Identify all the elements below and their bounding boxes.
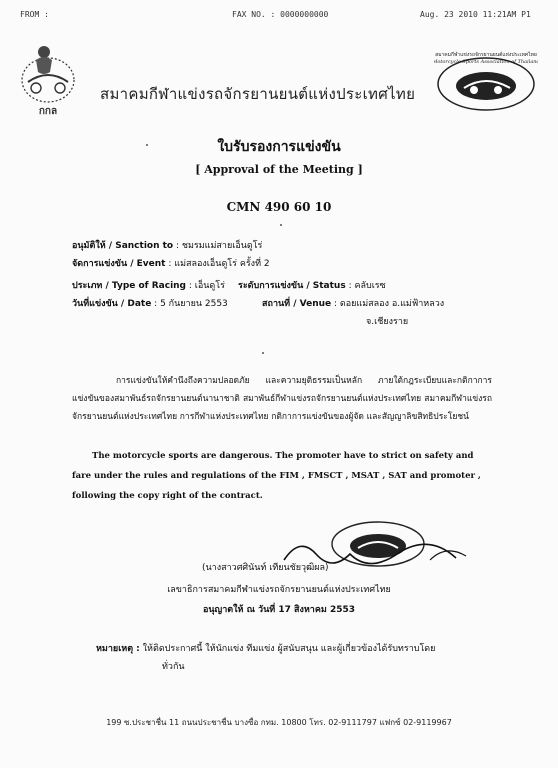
racing-type-label: ประเภท / Type of Racing [72, 281, 186, 291]
event-field [72, 256, 270, 270]
msat-logo-icon [434, 48, 538, 114]
note-text-continued: ทั่วกัน [162, 662, 185, 672]
racing-type-value: : เอ็นดูโร่ [188, 281, 225, 291]
racing-type-field [72, 278, 225, 292]
event-value: : แม่สลองเอ็นดูโร่ ครั้งที่ 2 [168, 259, 270, 269]
note [96, 640, 496, 676]
date-label: วันที่แข่งขัน / Date [72, 299, 152, 309]
status-value: : คลับเรซ [348, 281, 386, 291]
signer-title: เลขาธิการสมาคมกีฬาแข่งรถจักรยานยนต์แห่งประเทศไทย [167, 585, 391, 595]
status-field [238, 278, 386, 292]
sanction-value: : ชมรมแม่สายเอ็นดูโร่ [175, 241, 263, 251]
scan-speck [262, 352, 264, 354]
venue-value: : ดอยแม่สลอง อ.แม่ฟ้าหลวง [334, 299, 445, 309]
venue-province: จ.เชียงราย [366, 317, 409, 327]
approval-number: CMN 490 60 10 [226, 200, 332, 214]
scan-speck [146, 144, 148, 146]
note-text: ให้ติดประกาศนี้ ให้นักแข่ง ทีมแข่ง ผู้สนับสนุน และผู้เกี่ยวข้องได้รับทราบโดย [142, 644, 436, 654]
document-title-english: [ Approval of the Meeting ] [195, 163, 363, 176]
venue-field [262, 296, 444, 310]
event-label: จัดการแข่งขัน / Event [72, 259, 166, 269]
scan-speck [280, 224, 282, 226]
approval-date: อนุญาตให้ ณ วันที่ 17 สิงหาคม 2553 [202, 605, 355, 615]
note-label: หมายเหตุ : [96, 644, 140, 654]
fax-datetime: Aug. 23 2010 11:21AM P1 [420, 10, 531, 19]
footer-address: 199 ซ.ประชาชื่น 11 ถนนประชาชื่น บางซื่อ กทม. 10800 โทร. 02-9111797 แฟกซ์ 02-9119967 [106, 718, 452, 727]
sanction-label: อนุมัติให้ / Sanction to [72, 241, 174, 251]
fax-from: FROM : [20, 10, 49, 19]
association-emblem-right [434, 48, 538, 114]
date-value: : 5 กันยายน 2553 [154, 299, 228, 309]
logo-caption-en: Motorcycle Sports Association of Thailand [434, 59, 538, 65]
emblem-icon [18, 38, 78, 120]
signer-name: (นางสาวศศินันท์ เทียนชัยวุฒิผล) [202, 563, 329, 573]
body-paragraph-english: The motorcycle sports are dangerous. The promoter have to strict on safety and fare under the rules and regulations of the FIM , FMSCT , MSAT , SAT and promoter , following the copy right of the contract. [72, 451, 481, 501]
association-emblem-left [18, 38, 78, 120]
organization-name: สมาคมกีฬาแข่งรถจักรยานยนต์แห่งประเทศไทย [100, 85, 416, 103]
date-field [72, 296, 228, 310]
venue-label: สถานที่ / Venue [262, 299, 332, 309]
body-paragraph-thai: การแข่งขันให้คำนึงถึงความปลอดภัย และความยุติธรรมเป็นหลัก ภายใต้กฎระเบียบและกติกาการแข่งขันของสมาพันธ์รถจักรยานยนต์นานาชาติ สมาพันธ์กีฬาแข่งรถจักรยานยนต์แห่งประเทศไทย สมาคมกีฬาแข่งรถจักรยานยนต์แห่งประเทศไทย การกีฬาแห่งประเทศไทย กติกาการแข่งขันของผู้จัด และสัญญาลิขสิทธิประโยชน์ [72, 376, 492, 422]
sanction-field [72, 238, 262, 252]
document-title-thai: ใบรับรองการแข่งขัน [217, 139, 341, 155]
fax-number: FAX NO. : 0000000000 [232, 10, 329, 19]
emblem-caption: กกล [38, 106, 58, 117]
fax-header [0, 6, 558, 22]
status-label: ระดับการแข่งขัน / Status [238, 281, 346, 291]
logo-caption-th: สมาคมกีฬาแข่งรถจักรยานยนต์แห่งประเทศไทย [435, 52, 537, 58]
